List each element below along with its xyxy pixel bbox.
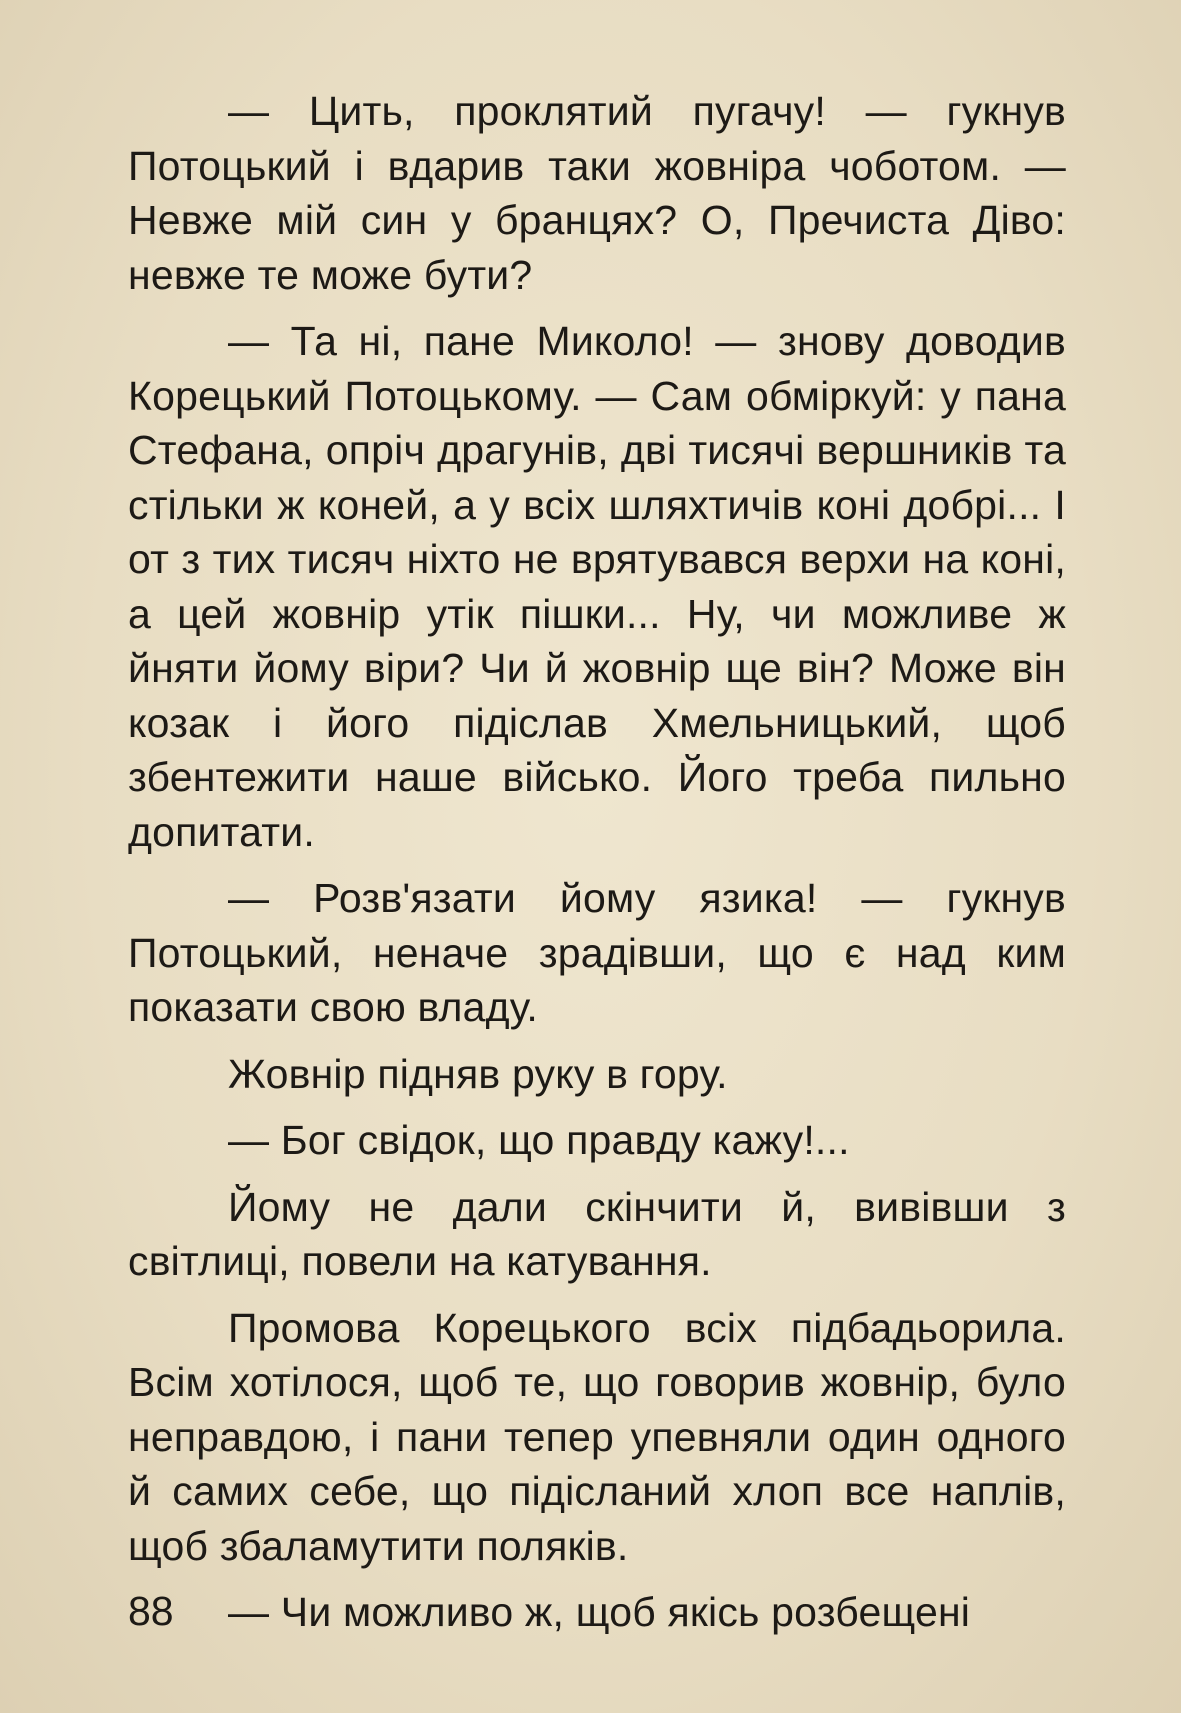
paragraph-3: — Розв'язати йому язика! — гукнув Потоцький, неначе зрадівши, що є над ким показати свою владу.: [128, 875, 1066, 1030]
paragraph-7: Промова Корецького всіх підбадьорила. Всім хотілося, щоб те, що говорив жовнір, було неправдою, і пани тепер упевняли один одного й самих себе, що підісланий хлоп все наплів, щоб збаламутити поляків.: [128, 1304, 1066, 1569]
paragraph-1: — Цить, проклятий пугачу! — гукнув Потоцький і вдарив таки жовніра чоботом. — Невже мій син у бранцях? О, Пречиста Діво: невже те може бути?: [128, 88, 1066, 298]
paragraph-5: — Бог свідок, що правду кажу!...: [228, 1117, 850, 1163]
text-block: [128, 84, 1066, 1652]
paragraph-8: — Чи можливо ж, щоб якісь розбещені: [228, 1589, 971, 1635]
page-number: 88: [128, 1588, 174, 1634]
paragraph-4: Жовнір підняв руку в гору.: [228, 1050, 728, 1097]
paragraph-6: Йому не дали скінчити й, вивівши з світлиці, повели на катування.: [128, 1183, 1066, 1284]
paragraph-2: — Та ні, пане Миколо! — знову доводив Корецький Потоцькому. — Сам обміркуй: у пана Стефана, опріч драгунів, дві тисячі вершників та стільки ж коней, а у всіх шляхтичів коні добрі... І от з тих тисяч ніхто не врятувався верхи на коні, а цей жовнір утік пішки... Ну, чи можливе ж йняти йому віри? Чи й жовнір ще він? Може він козак і його підіслав Хмельницький, щоб збентежити наше військо. Його треба пильно допитати.: [128, 318, 1066, 855]
